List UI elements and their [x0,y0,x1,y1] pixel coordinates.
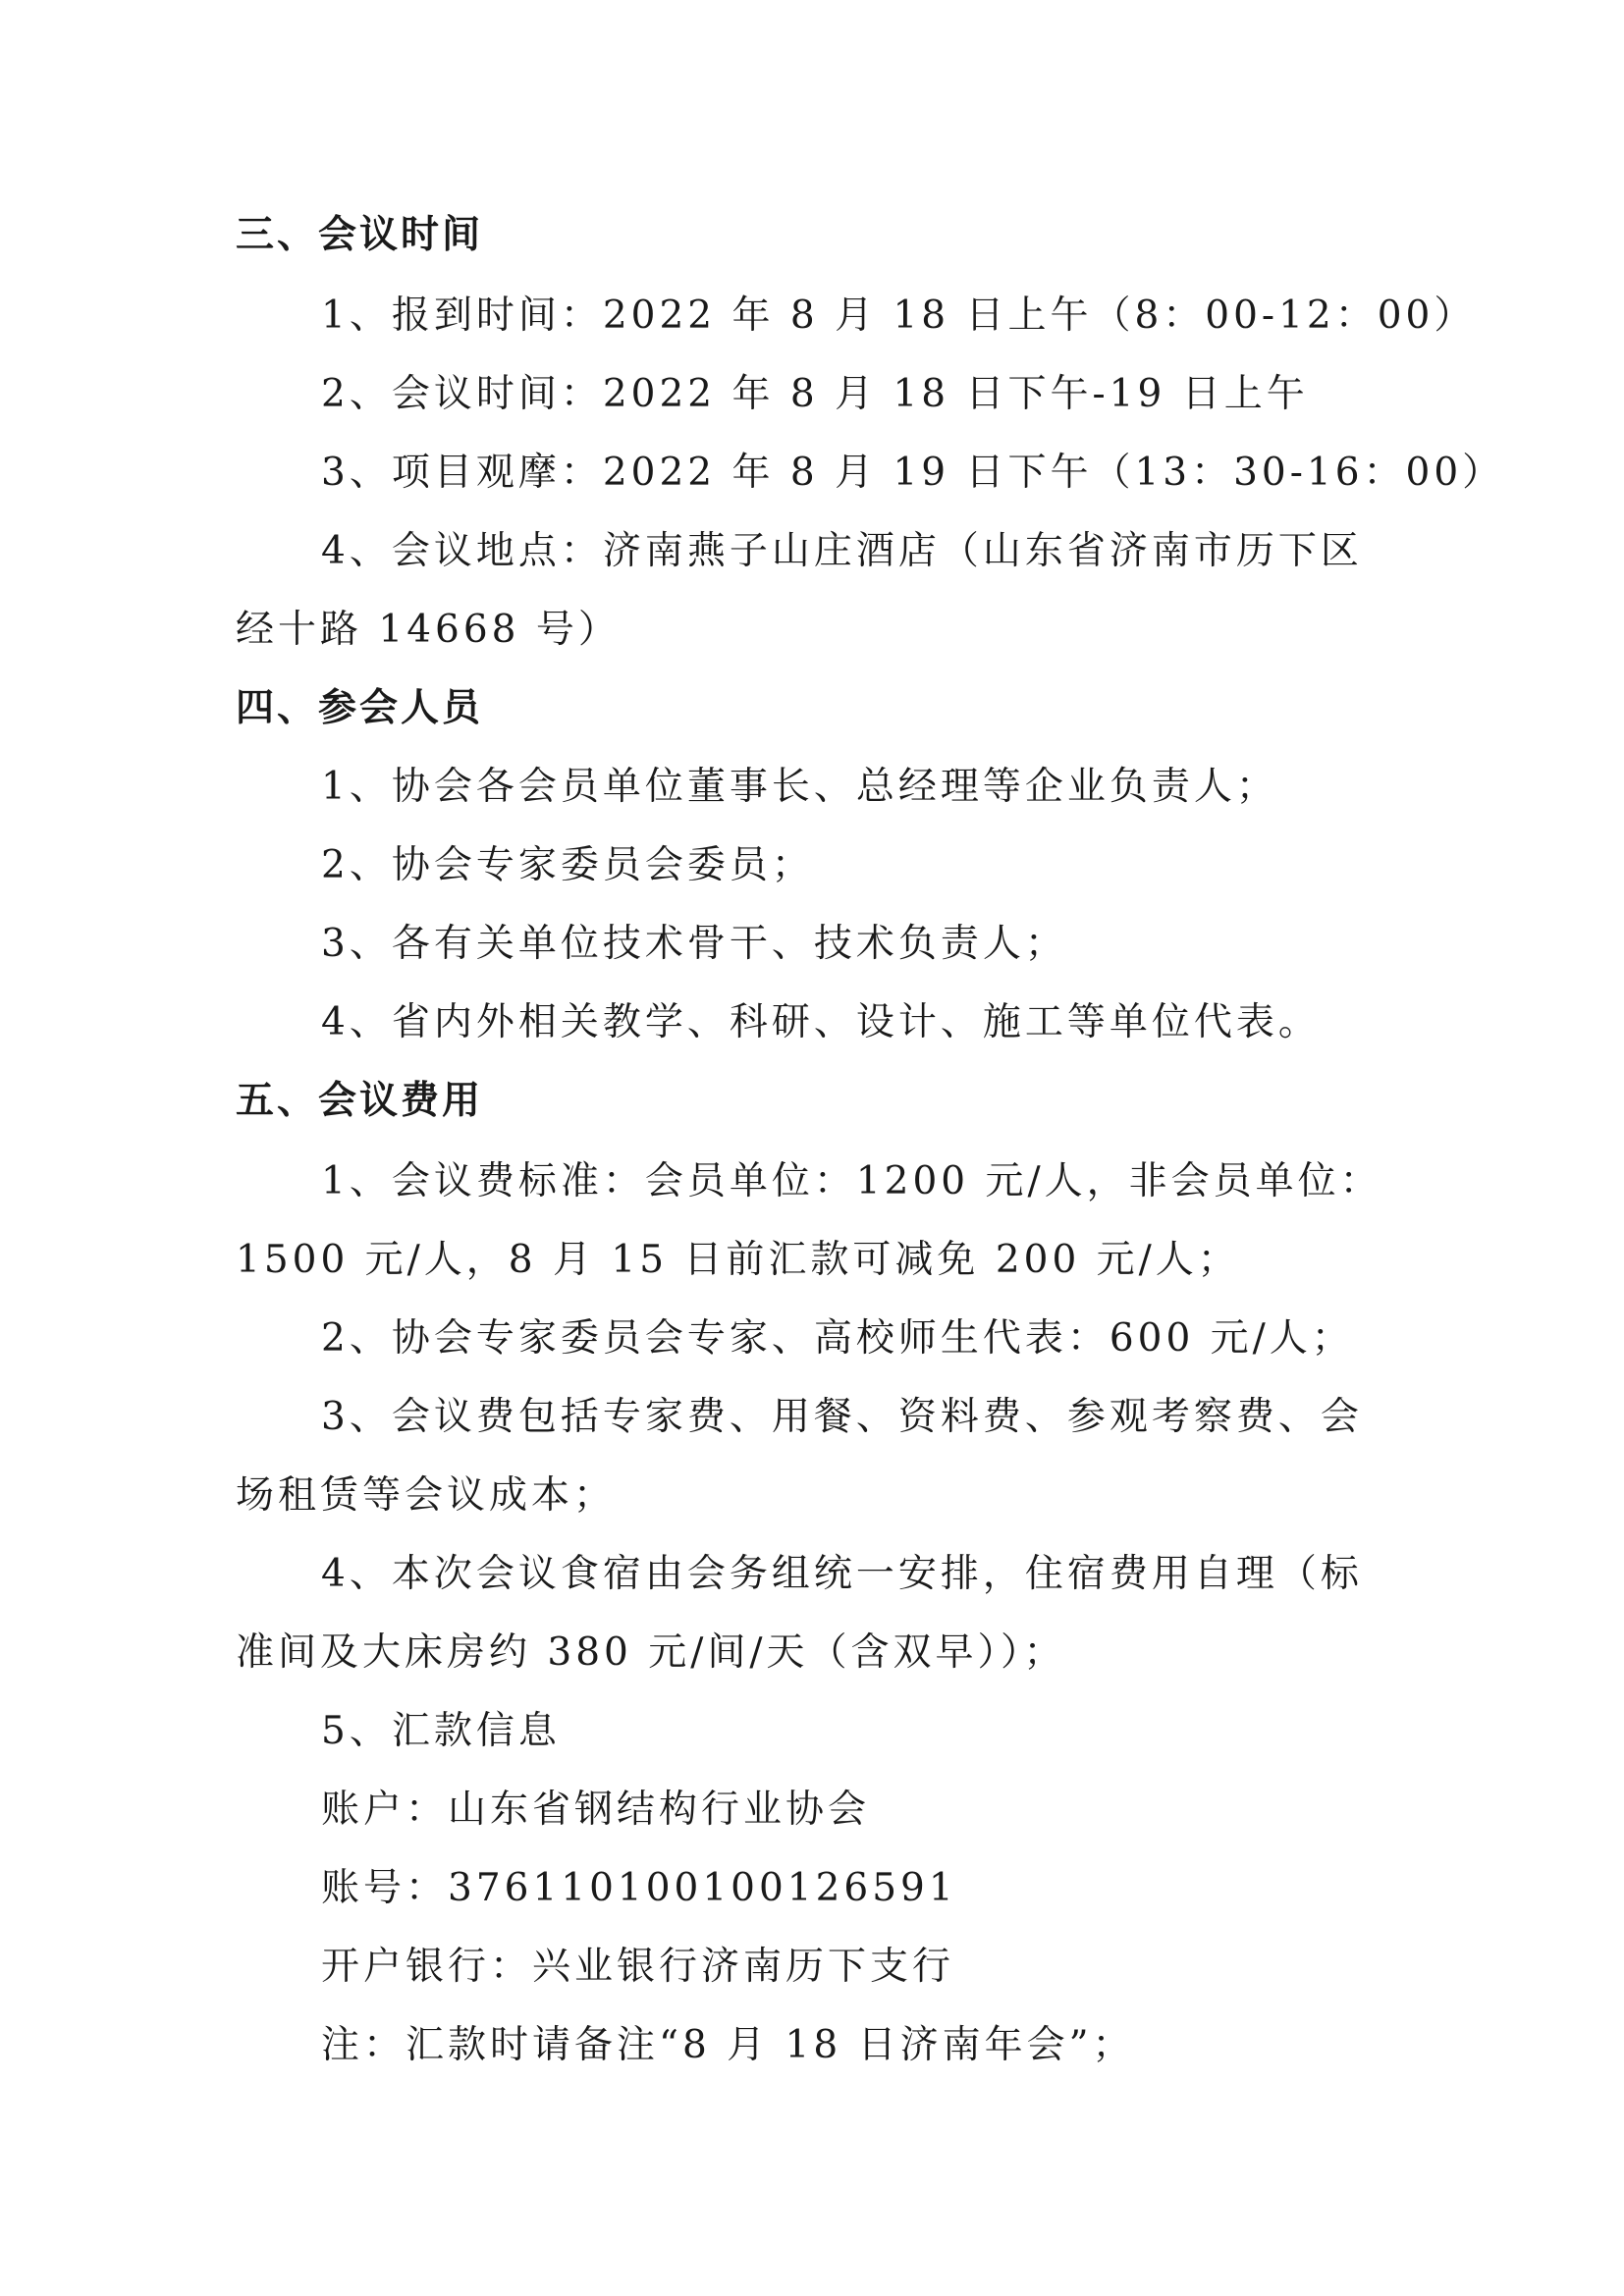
section-heading-attendees: 四、参会人员 [236,686,484,730]
remittance-note: 注：汇款时请备注“8 月 18 日济南年会”； [321,2023,1135,2067]
fees-item-1-continued: 1500 元/人，8 月 15 日前汇款可减免 200 元/人； [236,1238,1240,1282]
meeting-time-item-1: 1、报到时间：2022 年 8 月 18 日上午（8：00-12：00） [321,294,1477,338]
meeting-time-item-4: 4、会议地点：济南燕子山庄酒店（山东省济南市历下区 [321,529,1363,573]
remittance-account-name: 账户：山东省钢结构行业协会 [321,1788,871,1832]
attendees-item-4: 4、省内外相关教学、科研、设计、施工等单位代表。 [321,1000,1321,1044]
remittance-account-number: 账号：376110100100126591 [321,1866,957,1910]
fees-item-4: 4、本次会议食宿由会务组统一安排，住宿费用自理（标 [321,1552,1363,1596]
fees-item-3-continued: 场租赁等会议成本； [236,1473,617,1518]
fees-item-2: 2、协会专家委员会专家、高校师生代表：600 元/人； [321,1316,1354,1361]
fees-item-4-continued: 准间及大床房约 380 元/间/天（含双早））； [236,1630,1066,1675]
remittance-bank: 开户银行：兴业银行济南历下支行 [321,1945,955,1989]
section-heading-fees: 五、会议费用 [236,1079,484,1123]
meeting-time-item-2: 2、会议时间：2022 年 8 月 18 日下午-19 日上午 [321,372,1309,416]
fees-item-5: 5、汇款信息 [321,1709,561,1753]
attendees-item-1: 1、协会各会员单位董事长、总经理等企业负责人； [321,765,1278,809]
attendees-item-2: 2、协会专家委员会委员； [321,843,814,887]
meeting-time-item-4-continued: 经十路 14668 号） [236,608,621,652]
fees-item-3: 3、会议费包括专家费、用餐、资料费、参观考察费、会 [321,1395,1363,1439]
fees-item-1: 1、会议费标准：会员单位：1200 元/人，非会员单位： [321,1159,1382,1203]
meeting-time-item-3: 3、项目观摩：2022 年 8 月 19 日下午（13：30-16：00） [321,451,1505,495]
attendees-item-3: 3、各有关单位技术骨干、技术负责人； [321,922,1067,966]
section-heading-meeting-time: 三、会议时间 [236,213,484,257]
